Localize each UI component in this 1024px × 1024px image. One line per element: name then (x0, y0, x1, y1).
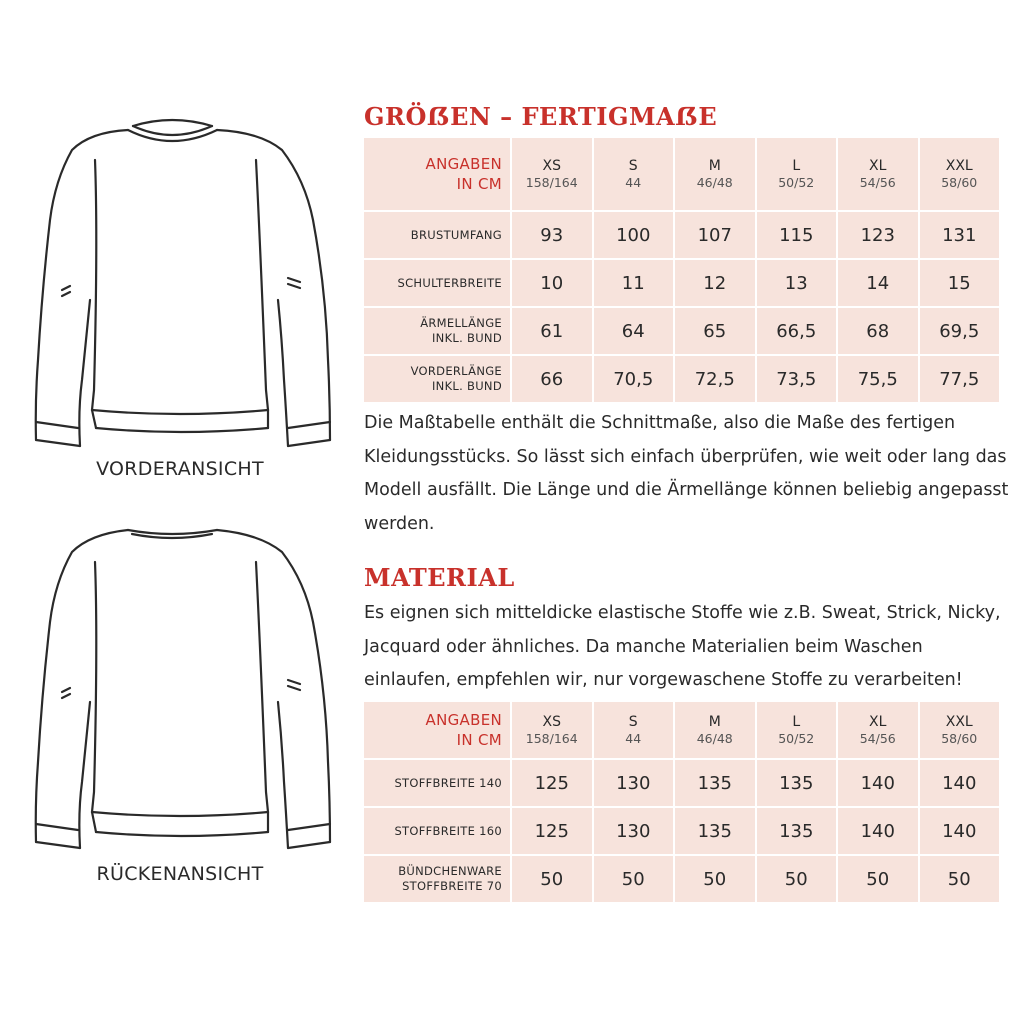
size-column-header: L 50/52 (757, 138, 837, 210)
table-cell: 75,5 (838, 356, 918, 402)
table-cell: 13 (757, 260, 837, 306)
table-cell: 69,5 (920, 308, 1000, 354)
table-cell: 125 (512, 760, 592, 806)
size-column-header: S 44 (594, 702, 674, 758)
row-label: STOFFBREITE 160 (364, 808, 510, 854)
table-cell: 15 (920, 260, 1000, 306)
table-header-row (364, 138, 999, 210)
table-cell: 140 (838, 760, 918, 806)
material-title: MATERIAL (364, 563, 515, 592)
table-cell: 50 (594, 856, 674, 902)
size-column-header: XS 158/164 (512, 702, 592, 758)
table-row (364, 308, 999, 354)
table-cell: 107 (675, 212, 755, 258)
table-cell: 11 (594, 260, 674, 306)
table-cell: 50 (757, 856, 837, 902)
table-cell: 14 (838, 260, 918, 306)
row-label: VORDERLÄNGE INKL. BUND (364, 356, 510, 402)
size-column-header: XXL 58/60 (920, 138, 1000, 210)
table-cell: 135 (675, 760, 755, 806)
table-cell: 66 (512, 356, 592, 402)
table-cell: 64 (594, 308, 674, 354)
table-cell: 93 (512, 212, 592, 258)
table-cell: 66,5 (757, 308, 837, 354)
table-header-row (364, 702, 999, 758)
table-cell: 10 (512, 260, 592, 306)
units-label (364, 702, 510, 758)
units-label-line1: ANGABEN (425, 711, 502, 729)
table-row (364, 760, 999, 806)
sweater-back-illustration (20, 520, 350, 855)
size-column-header: M 46/48 (675, 138, 755, 210)
table-cell: 50 (512, 856, 592, 902)
sizes-title: GRÖẞEN – FERTIGMAẞE (364, 102, 718, 131)
back-view-caption: RÜCKENANSICHT (96, 863, 264, 885)
size-column-header: XL 54/56 (838, 702, 918, 758)
size-column-header: S 44 (594, 138, 674, 210)
table-cell: 130 (594, 760, 674, 806)
table-cell: 140 (838, 808, 918, 854)
row-label: SCHULTERBREITE (364, 260, 510, 306)
row-label: ÄRMELLÄNGE INKL. BUND (364, 308, 510, 354)
size-column-header: L 50/52 (757, 702, 837, 758)
table-cell: 65 (675, 308, 755, 354)
size-column-header: M 46/48 (675, 702, 755, 758)
table-cell: 140 (920, 760, 1000, 806)
table-cell: 68 (838, 308, 918, 354)
size-column-header: XL 54/56 (838, 138, 918, 210)
table-cell: 123 (838, 212, 918, 258)
sweater-front-illustration (20, 110, 350, 450)
table-cell: 72,5 (675, 356, 755, 402)
table-cell: 140 (920, 808, 1000, 854)
row-label: BÜNDCHENWARE STOFFBREITE 70 (364, 856, 510, 902)
table-cell: 50 (920, 856, 1000, 902)
row-label: BRUSTUMFANG (364, 212, 510, 258)
fabric-requirement-table (362, 700, 1001, 904)
table-row (364, 260, 999, 306)
table-cell: 70,5 (594, 356, 674, 402)
table-cell: 100 (594, 212, 674, 258)
table-row (364, 808, 999, 854)
units-label-line2: IN CM (456, 175, 502, 193)
row-label: STOFFBREITE 140 (364, 760, 510, 806)
table-cell: 50 (838, 856, 918, 902)
table-cell: 135 (757, 760, 837, 806)
table-cell: 131 (920, 212, 1000, 258)
material-description: Es eignen sich mitteldicke elastische Stoffe wie z.B. Sweat, Strick, Nicky, Jacquard oder ähnliches. Da manche Materialien beim Waschen einlaufen, empfehlen wir, nur vorgewaschene Stoffe zu verarbeiten! (364, 603, 1001, 690)
units-label-line2: IN CM (456, 731, 502, 749)
table-row (364, 212, 999, 258)
table-cell: 50 (675, 856, 755, 902)
units-label-line1: ANGABEN (425, 155, 502, 173)
units-label (364, 138, 510, 210)
table-cell: 125 (512, 808, 592, 854)
table-cell: 130 (594, 808, 674, 854)
table-cell: 12 (675, 260, 755, 306)
front-view-caption: VORDERANSICHT (96, 458, 264, 480)
finished-measurements-table (362, 136, 1001, 404)
sizes-description: Die Maßtabelle enthält die Schnittmaße, also die Maße des fertigen Kleidungsstücks. So lässt sich einfach überprüfen, wie weit oder lang das Modell ausfällt. Die Länge und die Ärmellänge können beliebig angepasst werden. (364, 413, 1009, 534)
table-cell: 73,5 (757, 356, 837, 402)
size-column-header: XS 158/164 (512, 138, 592, 210)
table-cell: 135 (675, 808, 755, 854)
table-cell: 115 (757, 212, 837, 258)
table-cell: 135 (757, 808, 837, 854)
table-cell: 61 (512, 308, 592, 354)
table-cell: 77,5 (920, 356, 1000, 402)
table-row (364, 856, 999, 902)
table-row (364, 356, 999, 402)
size-column-header: XXL 58/60 (920, 702, 1000, 758)
